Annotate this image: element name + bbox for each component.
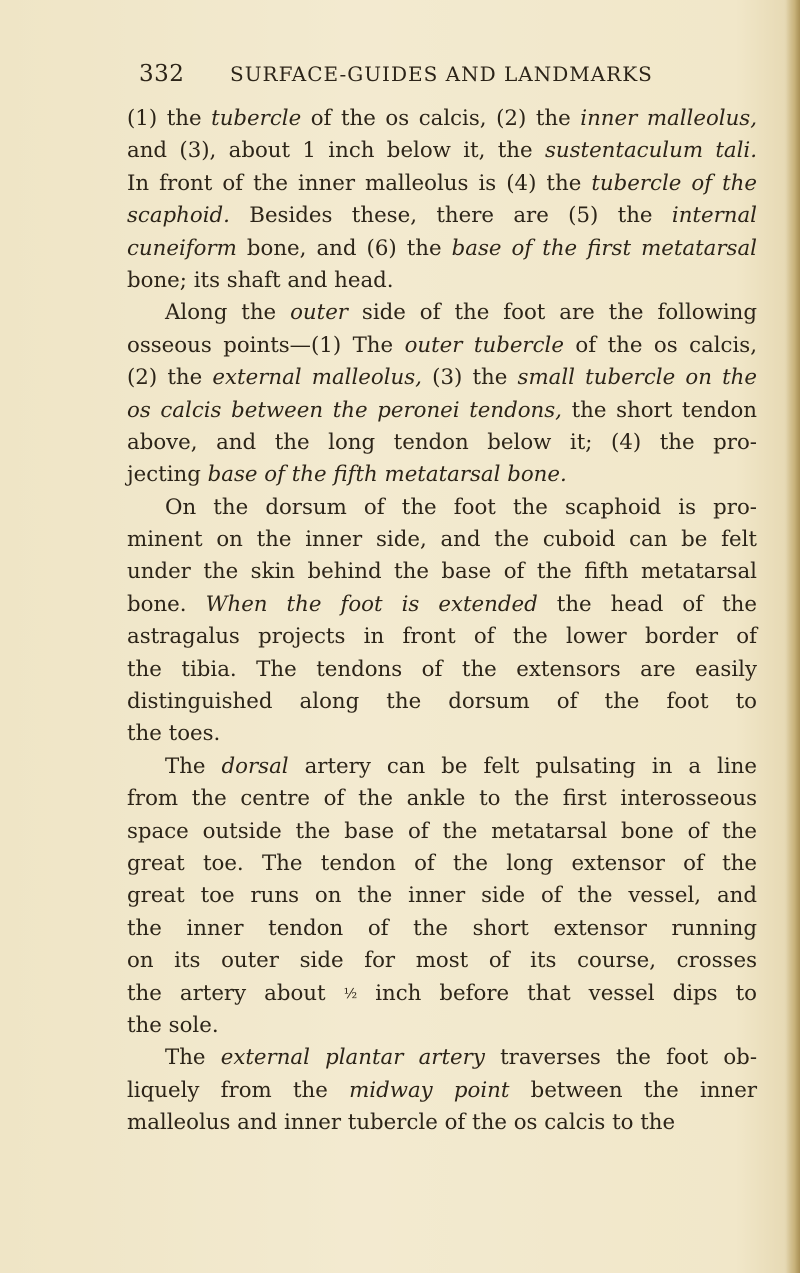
text-run: On the dorsum of the foot the scaphoid is pro- (165, 494, 757, 520)
text-run: (1) the (127, 106, 212, 131)
italic-term: scaphoid. (127, 203, 230, 229)
text-line (127, 589, 757, 621)
text-run: bone. (127, 591, 206, 617)
text-line (127, 1107, 757, 1139)
text-run: (2) the (127, 365, 213, 391)
text-run: the toes. (127, 721, 221, 747)
page-header (139, 58, 739, 90)
italic-term: cuneiform (127, 235, 237, 261)
text-run: traverses the foot ob- (484, 1045, 758, 1071)
text-run: under the skin behind the base of the fifth metatarsal (127, 559, 757, 585)
text-line (127, 913, 757, 945)
text-run: inch before that vessel dips to (357, 980, 757, 1006)
text-run: In front of the inner malleolus is (4) the (127, 170, 592, 196)
text-run: and (3), about 1 inch below it, the (127, 138, 545, 164)
text-run: liquely from the (127, 1077, 350, 1103)
text-run: the artery about (127, 980, 344, 1006)
text-run: side of the foot are the following (347, 300, 757, 326)
text-line (127, 880, 757, 912)
text-line (127, 524, 757, 556)
text-run: space outside the base of the metatarsal bone of the (127, 818, 757, 844)
text-run: astragalus projects in front of the lower border of (127, 624, 757, 650)
text-line (127, 459, 757, 491)
text-run: artery can be felt pulsating in a line (288, 753, 757, 779)
text-run: The (165, 753, 222, 779)
text-line (127, 978, 757, 1010)
page-edge-shadow (786, 0, 800, 1273)
text-run: malleolus and inner tubercle of the os calcis to the (127, 1110, 676, 1136)
text-run: above, and the long tendon below it; (4) the pro- (127, 429, 757, 455)
text-line (127, 103, 757, 135)
italic-term: When the foot is extended (205, 591, 538, 617)
text-run: the tibia. The tendons of the extensors are easily (127, 656, 757, 682)
text-line (127, 492, 757, 524)
italic-term: tubercle (211, 106, 302, 131)
text-line (127, 1075, 757, 1107)
italic-term: dorsal (221, 753, 289, 779)
text-run: of the os calcis, (2) the (301, 106, 581, 131)
italic-term: os calcis between the peronei tendons, (127, 397, 562, 423)
text-run: The (165, 1045, 221, 1071)
italic-term: external plantar artery (220, 1045, 485, 1071)
text-line (127, 233, 757, 265)
text-run: the inner tendon of the short extensor running (127, 915, 757, 941)
italic-term: sustentaculum tali. (544, 138, 757, 164)
italic-term: outer (290, 300, 348, 326)
text-line (127, 654, 757, 686)
text-line (127, 1010, 757, 1042)
text-line (127, 362, 757, 394)
text-run: distinguished along the dorsum of the foot to (127, 689, 757, 715)
text-line (127, 330, 757, 362)
text-run: bone; its shaft and head. (127, 267, 394, 293)
text-run: (3) the (421, 365, 518, 391)
italic-term: midway point (349, 1077, 510, 1103)
running-head: SURFACE-GUIDES AND LANDMARKS (230, 62, 653, 86)
text-line (127, 168, 757, 200)
text-line (127, 751, 757, 783)
text-run: of the os calcis, (563, 332, 757, 358)
italic-term: base of the fifth metatarsal bone. (207, 462, 567, 488)
text-run: jecting (127, 462, 208, 488)
text-run: Along the (165, 300, 291, 326)
text-run: between the inner (509, 1077, 757, 1103)
text-run: Besides these, there are (5) the (229, 203, 672, 229)
text-run: the sole. (127, 1012, 219, 1038)
text-line (127, 686, 757, 718)
italic-term: outer tubercle (404, 332, 564, 358)
italic-term: tubercle of the (591, 170, 757, 196)
text-run: the short tendon (561, 397, 757, 423)
italic-term: external malleolus, (212, 365, 422, 391)
text-line (127, 556, 757, 588)
text-run: the head of the (537, 591, 757, 617)
text-line (127, 621, 757, 653)
italic-term: internal (671, 203, 757, 229)
text-run: osseous points—(1) The (127, 332, 405, 358)
text-run: bone, and (6) the (236, 235, 452, 261)
text-line (127, 135, 757, 167)
page-number: 332 (139, 61, 185, 87)
body-text (127, 103, 757, 1140)
text-line (127, 395, 757, 427)
text-line (127, 816, 757, 848)
text-line (127, 297, 757, 329)
text-run: from the centre of the ankle to the first interosseous (127, 786, 757, 812)
text-line (127, 1042, 757, 1074)
fraction: ½ (343, 986, 358, 1003)
text-line (127, 945, 757, 977)
text-line (127, 200, 757, 232)
text-line (127, 427, 757, 459)
text-run: great toe. The tendon of the long extensor of the (127, 850, 757, 876)
text-line (127, 848, 757, 880)
italic-term: small tubercle on the (517, 365, 757, 391)
text-line (127, 265, 757, 297)
text-run: on its outer side for most of its course, crosses (127, 948, 757, 974)
text-run: minent on the inner side, and the cuboid can be felt (127, 527, 757, 553)
text-line (127, 783, 757, 815)
italic-term: inner malleolus, (580, 106, 758, 131)
text-line (127, 718, 757, 750)
italic-term: base of the first metatarsal (451, 235, 757, 261)
text-run: great toe runs on the inner side of the vessel, and (127, 883, 757, 909)
